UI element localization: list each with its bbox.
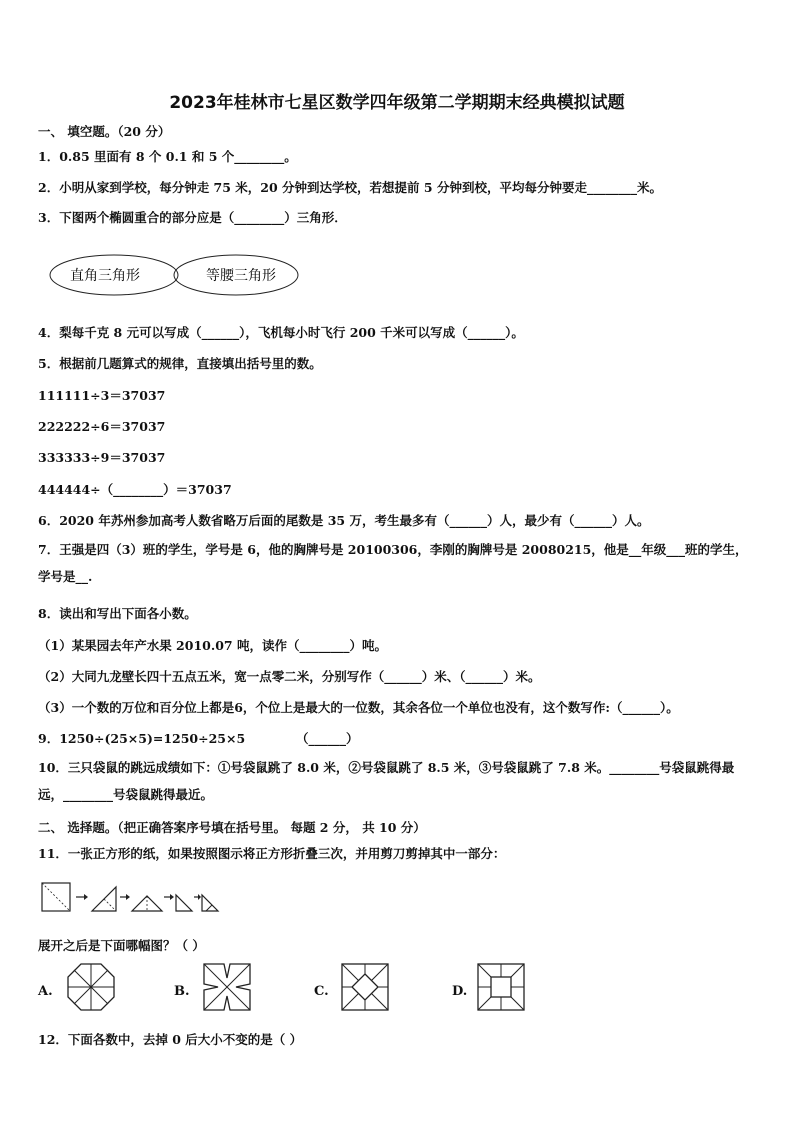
page-title: 2023年桂林市七星区数学四年级第二学期期末经典模拟试题 — [169, 93, 625, 113]
q5-equation-4: 444444÷（________）＝37037 — [38, 482, 232, 497]
question-8-part-3: （3）一个数的万位和百分位上都是6，个位上是最大的一位数，其余各位一个单位也没有，这个数写作:（______）。 — [38, 700, 679, 715]
q5-equation-3: 333333÷9＝37037 — [38, 450, 166, 465]
question-10: 10．三只袋鼠的跳远成绩如下：①号袋鼠跳了 8.0 米，②号袋鼠跳了 8.5 米，③号袋鼠跳了 7.8 米。________号袋鼠跳得最远，________号袋鼠跳得最近。 — [38, 760, 735, 802]
question-9-blank: （______） — [296, 731, 359, 746]
question-6: 6．2020 年苏州参加高考人数省略万后面的尾数是 35 万，考生最多有（______）人，最少有（______）人。 — [38, 513, 650, 528]
question-5: 5．根据前几题算式的规律，直接填出括号里的数。 — [38, 356, 322, 371]
option-a-label: A. — [38, 984, 53, 999]
question-2: 2．小明从家到学校，每分钟走 75 米，20 分钟到达学校，若想提前 5 分钟到校，平均每分钟要走________米。 — [38, 180, 662, 195]
ellipse-venn-diagram — [48, 252, 300, 298]
venn-right-label: 等腰三角形 — [206, 268, 276, 284]
q5-equation-1: 111111÷3＝37037 — [38, 388, 166, 403]
question-7: 7．王强是四（3）班的学生，学号是 6，他的胸牌号是 20100306，李刚的胸牌号是 20080215，他是__年级___班的学生，学号是__. — [38, 542, 748, 584]
option-d-figure — [476, 962, 526, 1012]
question-9: 9．1250÷(25×5)=1250÷25×5 — [38, 731, 246, 746]
question-4: 4．梨每千克 8 元可以写成（______），飞机每小时飞行 200 千米可以写成（______）。 — [38, 325, 524, 340]
option-a-figure — [66, 962, 116, 1012]
question-12: 12．下面各数中，去掉 0 后大小不变的是（ ） — [38, 1032, 303, 1047]
question-3: 3．下图两个椭圆重合的部分应是（________）三角形． — [38, 210, 347, 225]
folding-sequence-figure — [40, 878, 220, 918]
question-11: 11．一张正方形的纸，如果按照图示将正方形折叠三次，并用剪刀剪掉其中一部分： — [38, 846, 506, 861]
q5-equation-2: 222222÷6＝37037 — [38, 419, 166, 434]
venn-left-label: 直角三角形 — [70, 268, 140, 284]
option-d-label: D. — [452, 984, 468, 999]
question-1: 1．0.85 里面有 8 个 0.1 和 5 个________。 — [38, 149, 297, 164]
section-fill-in-heading: 一、 填空题。（20 分） — [38, 124, 171, 139]
option-b-label: B. — [174, 984, 190, 999]
question-8-part-2: （2）大同九龙壁长四十五点五米，宽一点零二米，分别写作（______）米、（______）米。 — [38, 669, 541, 684]
option-b-figure — [202, 962, 252, 1012]
question-8-part-1: （1）某果园去年产水果 2010.07 吨，读作（________）吨。 — [38, 638, 387, 653]
question-8: 8．读出和写出下面各小数。 — [38, 606, 197, 621]
section-choice-heading: 二、 选择题。（把正确答案序号填在括号里。 每题 2 分， 共 10 分） — [38, 820, 426, 835]
option-c-figure — [340, 962, 390, 1012]
option-c-label: C. — [314, 984, 329, 999]
question-11-prompt: 展开之后是下面哪幅图？（ ） — [38, 938, 205, 953]
